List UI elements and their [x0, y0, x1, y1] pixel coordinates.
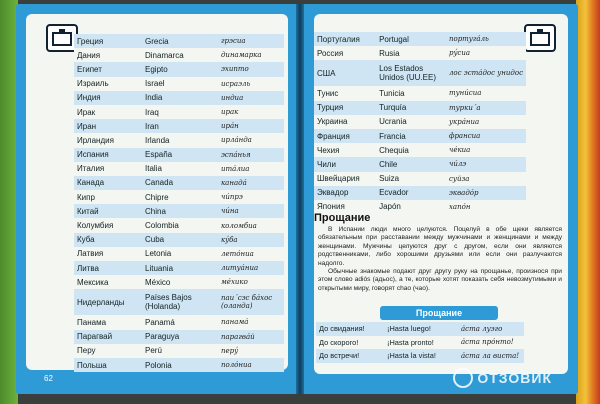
transcription: перý	[218, 344, 284, 358]
spanish-phrase: ¡Hasta la vista!	[384, 349, 458, 363]
transcription: ирак	[218, 105, 284, 119]
transcription: мéхико	[218, 275, 284, 289]
transcription: чúна	[218, 204, 284, 218]
russian-phrase: До встречи!	[316, 349, 384, 363]
transcription: франсиа	[446, 129, 526, 143]
russian-name: Украина	[314, 115, 376, 129]
russian-name: Тунис	[314, 86, 376, 100]
russian-name: Египет	[74, 62, 142, 76]
book-icon	[524, 24, 556, 52]
spanish-name: India	[142, 91, 218, 105]
country-row	[74, 358, 284, 372]
spanish-name: México	[142, 275, 218, 289]
paragraph-1: В Испании люди много целуются. Поцелуй в обе щеки является обязательным при расставании между мужчинами и женщинами и между женщинами. Мужчины целуются друг с другом, если они являются родственниками, либо хорошими друзьями или если они разлучаются надолго.	[318, 226, 562, 267]
transcription: парагвáй	[218, 330, 284, 344]
transcription: чúлэ	[446, 157, 526, 171]
country-row	[314, 186, 526, 200]
country-row	[74, 275, 284, 289]
farewell-paragraph	[318, 226, 562, 293]
spanish-name: Egipto	[142, 62, 218, 76]
russian-name: Ирак	[74, 105, 142, 119]
spanish-name: Lituania	[142, 261, 218, 275]
russian-name: Италия	[74, 162, 142, 176]
phrase-transcription: áста ла виста!	[458, 349, 524, 363]
transcription: канадá	[218, 176, 284, 190]
spanish-name: Letonia	[142, 247, 218, 261]
spanish-name: Turquía	[376, 101, 446, 115]
spanish-name: Tunicia	[376, 86, 446, 100]
spanish-name: Cuba	[142, 233, 218, 247]
country-row	[74, 105, 284, 119]
book-gutter	[296, 4, 304, 394]
country-row	[74, 218, 284, 232]
transcription: полóниа	[218, 358, 284, 372]
phrase-row	[316, 336, 524, 350]
spanish-name: Italia	[142, 162, 218, 176]
transcription: португáль	[446, 32, 526, 46]
russian-phrase: До свидания!	[316, 322, 384, 336]
transcription: тунúсиа	[446, 86, 526, 100]
spanish-name: España	[142, 148, 218, 162]
spanish-name: Ecvador	[376, 186, 446, 200]
country-row	[74, 289, 284, 315]
russian-name: Португалия	[314, 32, 376, 46]
russian-name: Россия	[314, 46, 376, 60]
country-row	[314, 46, 526, 60]
transcription: панамá	[218, 315, 284, 329]
transcription: ирлáнда	[218, 133, 284, 147]
country-row	[314, 143, 526, 157]
spanish-name: Ucrania	[376, 115, 446, 129]
russian-name: Чили	[314, 157, 376, 171]
country-row	[74, 62, 284, 76]
country-row	[74, 48, 284, 62]
russian-name: Панама	[74, 315, 142, 329]
spanish-name: Perú	[142, 344, 218, 358]
spanish-phrase: ¡Hasta luego!	[384, 322, 458, 336]
russian-name: Китай	[74, 204, 142, 218]
russian-name: США	[314, 60, 376, 86]
transcription: итáлиа	[218, 162, 284, 176]
russian-name: Парагвай	[74, 330, 142, 344]
transcription: суйза	[446, 172, 526, 186]
country-row	[74, 133, 284, 147]
russian-name: Израиль	[74, 77, 142, 91]
spanish-name: Iraq	[142, 105, 218, 119]
country-row	[74, 233, 284, 247]
spanish-name: Chipre	[142, 190, 218, 204]
spanish-name: Dinamarca	[142, 48, 218, 62]
spanish-name: Portugal	[376, 32, 446, 46]
russian-name: Канада	[74, 176, 142, 190]
transcription: исраэль	[218, 77, 284, 91]
country-row	[314, 32, 526, 46]
spanish-name: Japón	[376, 200, 446, 214]
country-row	[314, 60, 526, 86]
spanish-name: Grecia	[142, 34, 218, 48]
spanish-name: Chile	[376, 157, 446, 171]
transcription: лос эстáдос унидос	[446, 60, 526, 86]
transcription: хапóн	[446, 200, 526, 214]
spanish-name: Canada	[142, 176, 218, 190]
spanish-name: Polonia	[142, 358, 218, 372]
russian-phrase: До скорого!	[316, 336, 384, 350]
country-row	[314, 86, 526, 100]
transcription: паи´сэс бáхос (оланда)	[218, 289, 284, 315]
phrases-table	[316, 322, 524, 363]
russian-name: Швейцария	[314, 172, 376, 186]
phrase-row	[316, 349, 524, 363]
country-row	[314, 157, 526, 171]
spanish-name: China	[142, 204, 218, 218]
book-edge-right	[576, 0, 600, 404]
spanish-name: Colombia	[142, 218, 218, 232]
transcription: чéкиа	[446, 143, 526, 157]
spanish-name: Panamá	[142, 315, 218, 329]
transcription: грэсиа	[218, 34, 284, 48]
phrase-row	[316, 322, 524, 336]
russian-name: Кипр	[74, 190, 142, 204]
country-row	[74, 261, 284, 275]
russian-name: Дания	[74, 48, 142, 62]
russian-name: Турция	[314, 101, 376, 115]
spanish-name: Paraguya	[142, 330, 218, 344]
phrase-transcription: áста прóнто!	[458, 336, 524, 350]
country-row	[74, 148, 284, 162]
transcription: рýсиа	[446, 46, 526, 60]
russian-name: Испания	[74, 148, 142, 162]
country-row	[74, 247, 284, 261]
transcription: индиа	[218, 91, 284, 105]
transcription: литуáниа	[218, 261, 284, 275]
country-row	[314, 172, 526, 186]
spanish-phrase: ¡Hasta pronto!	[384, 336, 458, 350]
transcription: эхипто	[218, 62, 284, 76]
countries-table-left	[74, 34, 284, 372]
spanish-name: Iran	[142, 119, 218, 133]
russian-name: Латвия	[74, 247, 142, 261]
country-row	[74, 162, 284, 176]
country-row	[314, 129, 526, 143]
country-row	[74, 77, 284, 91]
farewell-phrases-box	[314, 306, 566, 366]
transcription: ирáн	[218, 119, 284, 133]
russian-name: Нидерланды	[74, 289, 142, 315]
paragraph-2: Обычные знакомые подают друг другу руку на прощанье, произнося при этом слово adiós (адьос), а те, которые хотят показать себя невозмутимыми и открытыми миру, говорят chao (чао).	[318, 268, 562, 292]
country-row	[74, 176, 284, 190]
russian-name: Греция	[74, 34, 142, 48]
transcription: укрáниа	[446, 115, 526, 129]
russian-name: Япония	[314, 200, 376, 214]
spanish-name: Irlanda	[142, 133, 218, 147]
transcription: эквадóр	[446, 186, 526, 200]
country-row	[74, 330, 284, 344]
russian-name: Куба	[74, 233, 142, 247]
country-row	[74, 119, 284, 133]
watermark-text: ОТЗОВИК	[477, 370, 552, 386]
transcription: кýба	[218, 233, 284, 247]
transcription: чúпрэ	[218, 190, 284, 204]
russian-name: Перу	[74, 344, 142, 358]
spanish-name: Suiza	[376, 172, 446, 186]
page-number: 62	[44, 374, 53, 383]
spanish-name: Los Estados Unidos (UU.EE)	[376, 60, 446, 86]
country-row	[74, 34, 284, 48]
country-row	[74, 91, 284, 105]
spanish-name: Israel	[142, 77, 218, 91]
transcription: турки´а	[446, 101, 526, 115]
russian-name: Мексика	[74, 275, 142, 289]
russian-name: Литва	[74, 261, 142, 275]
transcription: эспáнья	[218, 148, 284, 162]
watermark-logo-icon	[453, 368, 473, 388]
section-title: Прощание	[314, 212, 371, 224]
spanish-name: Chequia	[376, 143, 446, 157]
transcription: динамарка	[218, 48, 284, 62]
country-row	[314, 101, 526, 115]
country-row	[74, 344, 284, 358]
watermark	[453, 368, 552, 388]
russian-name: Колумбия	[74, 218, 142, 232]
spanish-name: Francia	[376, 129, 446, 143]
russian-name: Иран	[74, 119, 142, 133]
russian-name: Ирландия	[74, 133, 142, 147]
spanish-name: Países Bajos (Holanda)	[142, 289, 218, 315]
russian-name: Польша	[74, 358, 142, 372]
country-row	[314, 115, 526, 129]
country-row	[74, 315, 284, 329]
transcription: коломбиа	[218, 218, 284, 232]
phrases-header: Прощание	[380, 306, 498, 320]
countries-table-right	[314, 32, 526, 214]
russian-name: Индия	[74, 91, 142, 105]
country-row	[74, 204, 284, 218]
country-row	[74, 190, 284, 204]
transcription: летóниа	[218, 247, 284, 261]
phrase-transcription: áста луэго	[458, 322, 524, 336]
spanish-name: Rusia	[376, 46, 446, 60]
russian-name: Чехия	[314, 143, 376, 157]
russian-name: Франция	[314, 129, 376, 143]
russian-name: Эквадор	[314, 186, 376, 200]
